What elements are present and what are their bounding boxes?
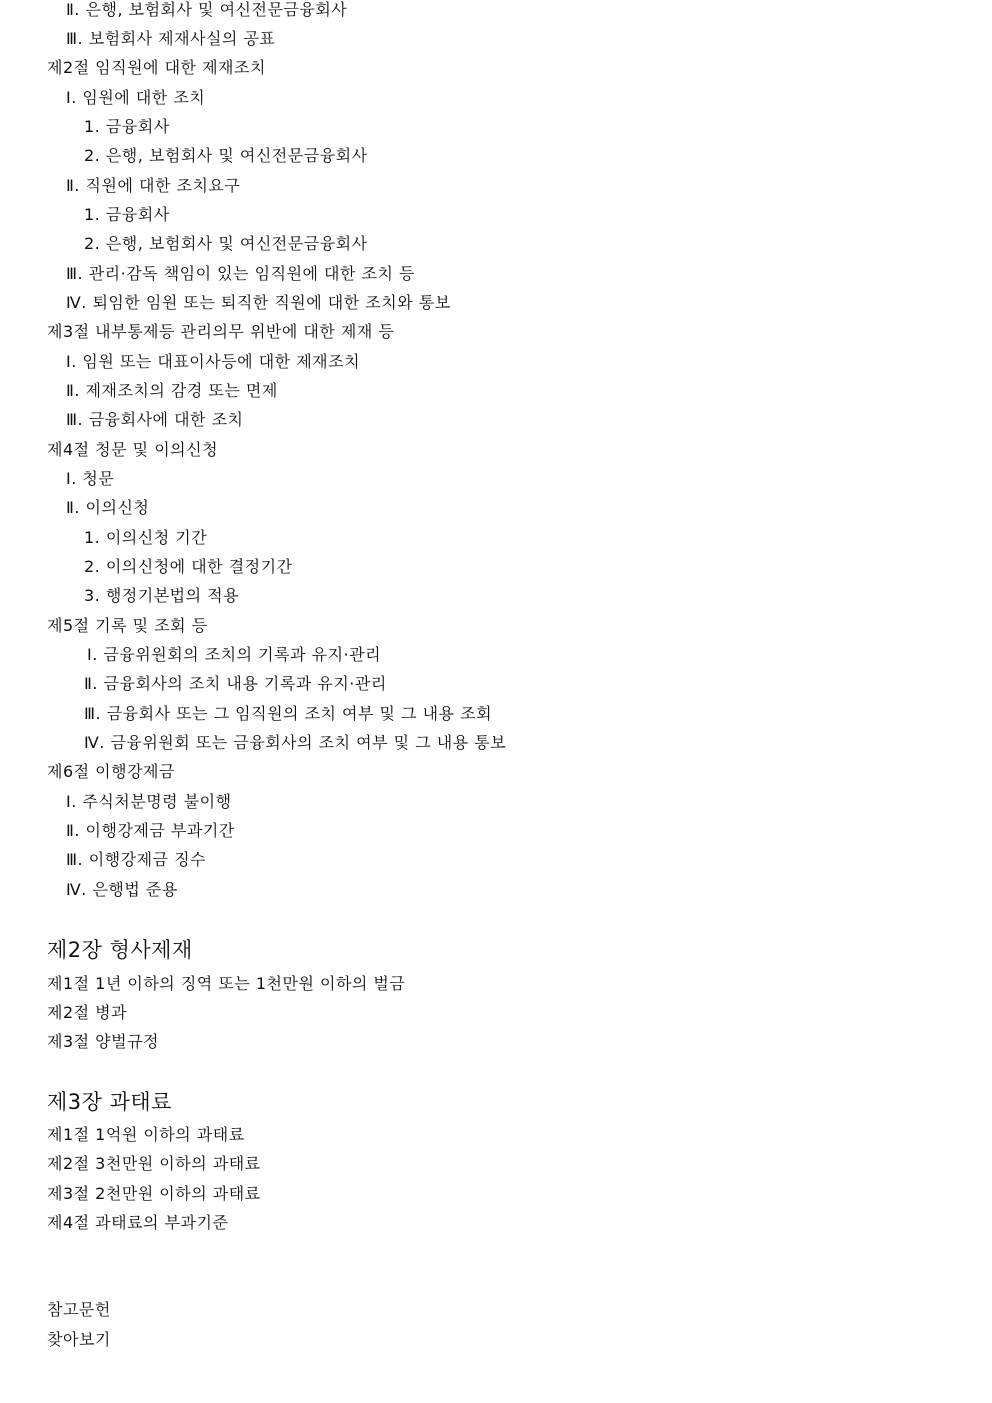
toc-entry-roman[interactable]: Ⅰ. 금융위원회의 조치의 기록과 유지·관리 <box>87 645 382 664</box>
toc-entry-roman[interactable]: Ⅱ. 이행강제금 부과기간 <box>66 821 235 840</box>
toc-entry-chapter[interactable]: 제2장 형사제재 <box>47 938 193 962</box>
toc-entry-roman[interactable]: Ⅲ. 이행강제금 징수 <box>66 850 206 869</box>
toc-entry-roman[interactable]: Ⅲ. 관리·감독 책임이 있는 임직원에 대한 조치 등 <box>66 264 416 283</box>
toc-entry-section[interactable]: 제4절 과태료의 부과기준 <box>47 1213 229 1232</box>
toc-entry-item[interactable]: 1. 금융회사 <box>84 205 170 224</box>
toc-entry-section[interactable]: 제2절 임직원에 대한 제재조치 <box>47 58 266 77</box>
toc-entry-section[interactable]: 제2절 3천만원 이하의 과태료 <box>47 1154 261 1173</box>
toc-entry-roman[interactable]: Ⅰ. 임원 또는 대표이사등에 대한 제재조치 <box>66 352 361 371</box>
toc-entry-roman[interactable]: Ⅰ. 청문 <box>66 469 115 488</box>
toc-entry-roman[interactable]: Ⅳ. 은행법 준용 <box>66 880 178 899</box>
toc-entry-section[interactable]: 제1절 1년 이하의 징역 또는 1천만원 이하의 벌금 <box>47 974 406 993</box>
toc-entry-roman[interactable]: Ⅱ. 제재조치의 감경 또는 면제 <box>66 381 278 400</box>
toc-entry-roman[interactable]: Ⅳ. 퇴임한 임원 또는 퇴직한 직원에 대한 조치와 통보 <box>66 293 451 312</box>
toc-entry-roman[interactable]: Ⅱ. 은행, 보험회사 및 여신전문금융회사 <box>66 0 348 19</box>
toc-entry-roman[interactable]: Ⅲ. 금융회사 또는 그 임직원의 조치 여부 및 그 내용 조회 <box>84 704 493 723</box>
toc-entry-item[interactable]: 2. 이의신청에 대한 결정기간 <box>84 557 293 576</box>
toc-entry-section[interactable]: 제4절 청문 및 이의신청 <box>47 440 219 459</box>
toc-entry-roman[interactable]: Ⅳ. 금융위원회 또는 금융회사의 조치 여부 및 그 내용 통보 <box>84 733 507 752</box>
toc-entry-section[interactable]: 제3절 양벌규정 <box>47 1032 160 1051</box>
toc-entry-section[interactable]: 제6절 이행강제금 <box>47 762 175 781</box>
toc-entry-references[interactable]: 참고문헌 <box>47 1300 111 1319</box>
toc-entry-roman[interactable]: Ⅱ. 금융회사의 조치 내용 기록과 유지·관리 <box>84 674 387 693</box>
toc-entry-roman[interactable]: Ⅰ. 임원에 대한 조치 <box>66 88 206 107</box>
toc-entry-item[interactable]: 2. 은행, 보험회사 및 여신전문금융회사 <box>84 146 368 165</box>
toc-entry-section[interactable]: 제2절 병과 <box>47 1003 128 1022</box>
toc-entry-item[interactable]: 1. 이의신청 기간 <box>84 528 208 547</box>
toc-entry-section[interactable]: 제5절 기록 및 조회 등 <box>47 616 208 635</box>
toc-entry-roman[interactable]: Ⅰ. 주식처분명령 불이행 <box>66 792 232 811</box>
toc-entry-section[interactable]: 제3절 내부통제등 관리의무 위반에 대한 제재 등 <box>47 322 395 341</box>
toc-entry-roman[interactable]: Ⅱ. 이의신청 <box>66 498 150 517</box>
toc-entry-item[interactable]: 2. 은행, 보험회사 및 여신전문금융회사 <box>84 234 368 253</box>
toc-entry-item[interactable]: 3. 행정기본법의 적용 <box>84 586 240 605</box>
toc-entry-section[interactable]: 제1절 1억원 이하의 과태료 <box>47 1125 245 1144</box>
toc-entry-roman[interactable]: Ⅲ. 보험회사 제재사실의 공표 <box>66 29 276 48</box>
toc-entry-roman[interactable]: Ⅲ. 금융회사에 대한 조치 <box>66 410 244 429</box>
toc-entry-chapter[interactable]: 제3장 과태료 <box>47 1090 172 1114</box>
toc-entry-section[interactable]: 제3절 2천만원 이하의 과태료 <box>47 1184 261 1203</box>
toc-entry-item[interactable]: 1. 금융회사 <box>84 117 170 136</box>
toc-entry-index[interactable]: 찾아보기 <box>47 1330 111 1349</box>
toc-entry-roman[interactable]: Ⅱ. 직원에 대한 조치요구 <box>66 176 241 195</box>
